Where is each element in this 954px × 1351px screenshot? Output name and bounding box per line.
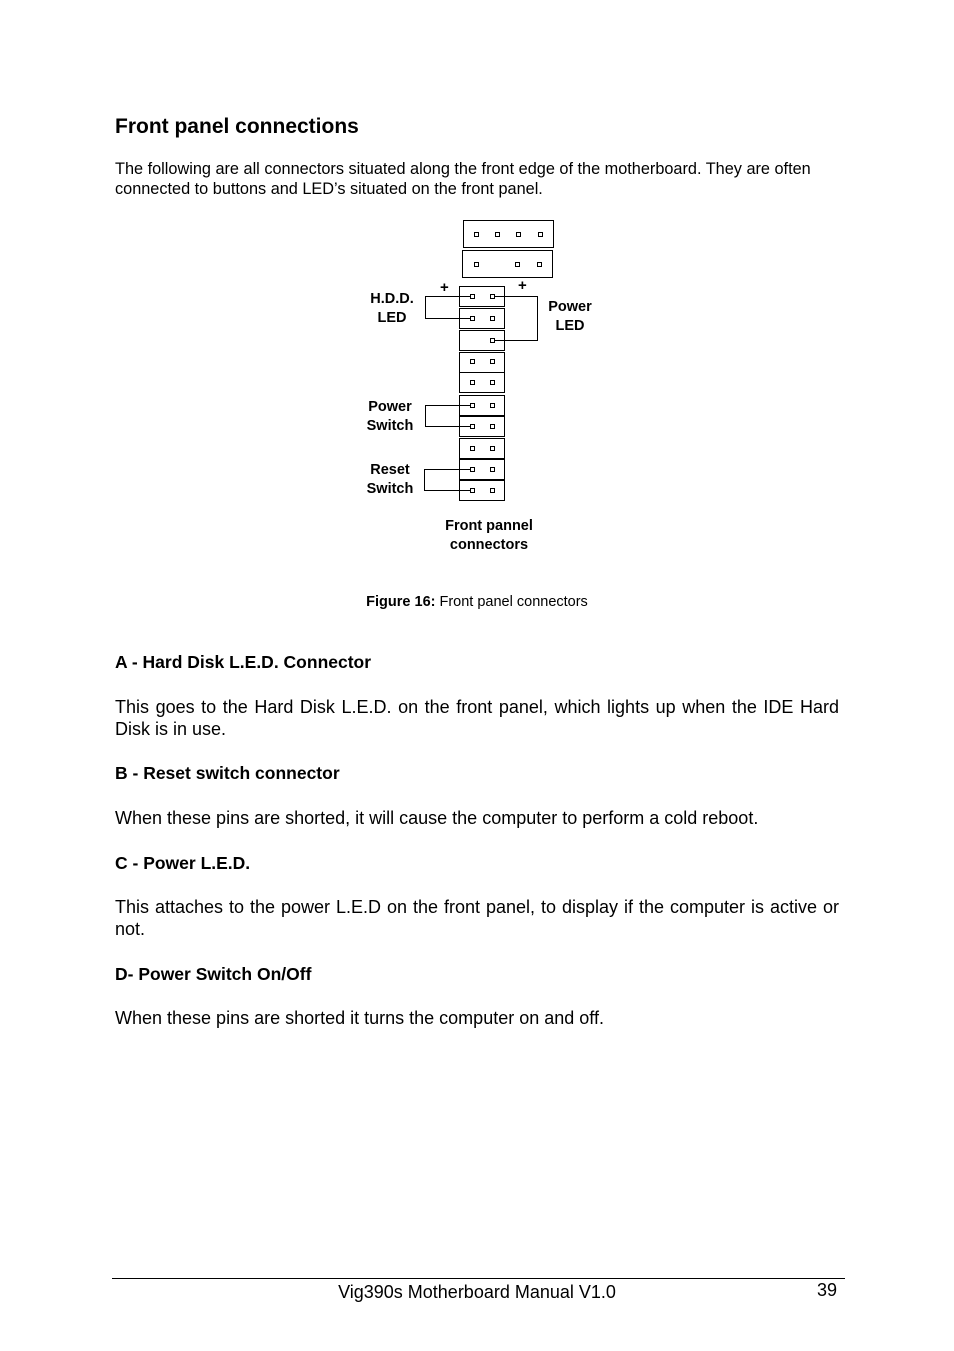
footer-divider — [112, 1278, 845, 1279]
figure-caption: Figure 16: Front panel connectors — [366, 594, 588, 610]
intro-paragraph: The following are all connectors situated along the front edge of the motherboard. They are often connected to buttons and LED’s situated on the front panel. — [115, 160, 811, 198]
section-body-hdd-led: This goes to the Hard Disk L.E.D. on the front panel, which lights up when the IDE Hard Disk is in use. — [115, 697, 839, 739]
page-number: 39 — [817, 1280, 838, 1300]
plus-sign-left: + — [440, 279, 449, 296]
label-reset-switch: Reset Switch — [366, 462, 414, 497]
pin-row — [460, 353, 505, 373]
section-body-power-switch: When these pins are shorted it turns the computer on and off. — [115, 1008, 604, 1028]
label-front-panel-connectors: Front pannel connectors — [445, 518, 533, 553]
hdd-led-bracket — [426, 297, 471, 319]
label-power-led: Power LED — [548, 299, 592, 334]
label-power-switch: Power Switch — [366, 399, 414, 434]
footer-title: Vig390s Motherboard Manual V1.0 — [338, 1282, 616, 1302]
pin-row — [460, 439, 505, 459]
section-body-power-led: This attaches to the power L.E.D on the front panel, to display if the computer is active or not. — [115, 897, 839, 939]
pin-row — [460, 373, 505, 393]
section-heading-reset-switch: B - Reset switch connector — [115, 763, 340, 783]
section-heading-power-led: C - Power L.E.D. — [115, 853, 251, 873]
section-heading-hdd-led: A - Hard Disk L.E.D. Connector — [115, 652, 372, 672]
section-body-reset-switch: When these pins are shorted, it will cause the computer to perform a cold reboot. — [115, 808, 759, 828]
page-title: Front panel connections — [115, 115, 359, 138]
label-hdd-led: H.D.D. LED — [370, 291, 414, 326]
section-heading-power-switch: D- Power Switch On/Off — [115, 964, 312, 984]
plus-sign-right: + — [518, 277, 527, 294]
